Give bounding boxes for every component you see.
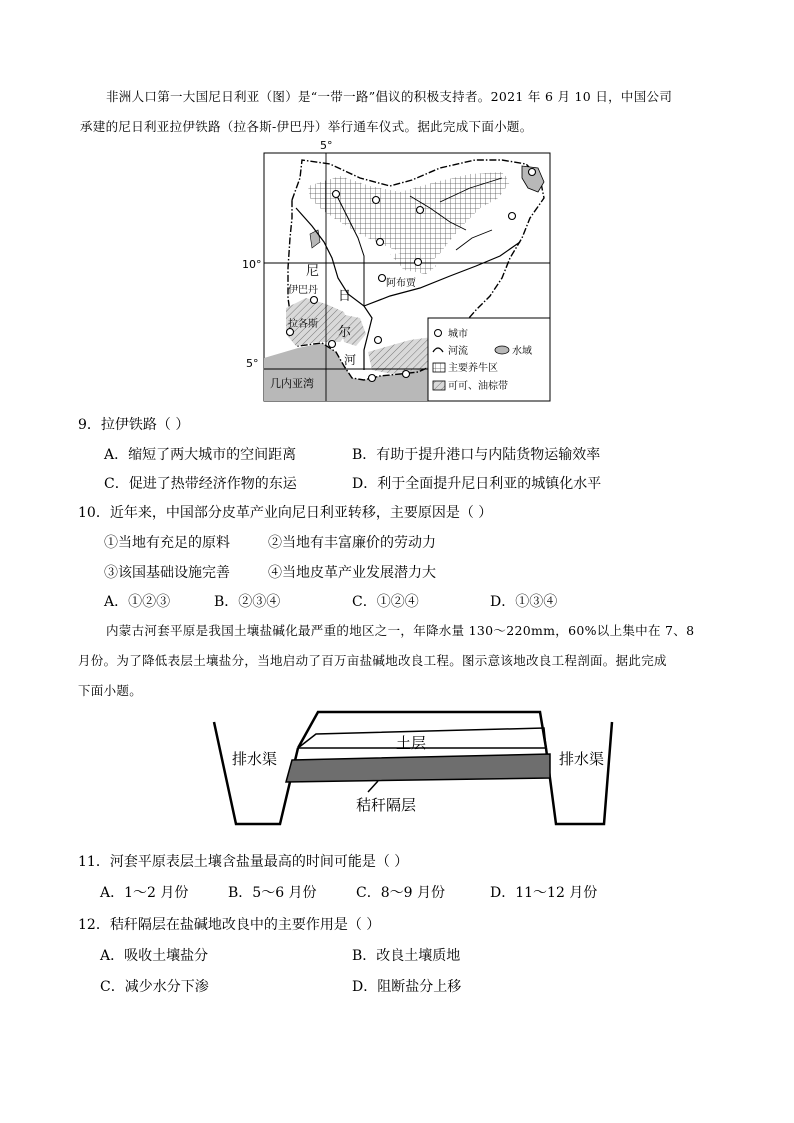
q10-option-b[interactable]: B．②③④: [214, 594, 281, 610]
gulf-label: 几内亚湾: [270, 377, 314, 390]
passage2-line3: 下面小题。: [78, 683, 143, 698]
q12-option-b[interactable]: B．改良土壤质地: [352, 948, 461, 964]
soil-improvement-diagram: [206, 708, 614, 830]
right-channel-label: 排水渠: [559, 750, 605, 768]
lon-5-label: 5°: [320, 139, 333, 152]
q9-option-c[interactable]: C．促进了热带经济作物的东运: [104, 476, 297, 492]
q10-statement-1: ①当地有充足的原料: [104, 535, 230, 551]
city-marker: [375, 337, 382, 344]
soil-label: 土层: [396, 734, 427, 752]
q10-stem: 10．近年来，中国部分皮革产业向尼日利亚转移，主要原因是（ ）: [78, 505, 493, 521]
svg-text:可可、油棕带: 可可、油棕带: [448, 381, 508, 392]
q10-statement-3: ③该国基础设施完善: [104, 565, 230, 581]
city-marker: [403, 371, 410, 378]
river-char: 河: [344, 353, 357, 367]
straw-pointer: [368, 781, 378, 792]
q11-option-d[interactable]: D．11～12 月份: [490, 885, 598, 901]
q12-option-d[interactable]: D．阻断盐分上移: [352, 979, 462, 995]
city-marker-abuja: [379, 275, 386, 282]
country-char-1: 尼: [306, 264, 320, 279]
map-legend: [428, 318, 550, 401]
left-channel-label: 排水渠: [232, 750, 278, 768]
country-char-2: 日: [338, 289, 352, 304]
svg-text:河流: 河流: [448, 346, 468, 357]
city-lagos-label: 拉各斯: [288, 319, 318, 330]
passage1-line2: 承建的尼日利亚拉伊铁路（拉各斯-伊巴丹）举行通车仪式。据此完成下面小题。: [80, 119, 533, 134]
q11-option-c[interactable]: C．8～9 月份: [356, 885, 445, 901]
q11-option-a[interactable]: A．1～2 月份: [100, 885, 189, 901]
q11-stem: 11．河套平原表层土壤含盐量最高的时间可能是（ ）: [78, 854, 409, 870]
q11-option-b[interactable]: B．5～6 月份: [228, 885, 317, 901]
svg-text:水域: 水域: [512, 346, 532, 357]
passage2-line1: 内蒙古河套平原是我国土壤盐碱化最严重的地区之一，年降水量 130～220mm，60%以上集中在 7、8: [106, 623, 695, 638]
passage2-line2: 月份。为了降低表层土壤盐分，当地启动了百万亩盐碱地改良工程。图示意该地改良工程剖面。据此完成: [78, 653, 667, 668]
q10-statement-2: ②当地有丰富廉价的劳动力: [268, 535, 436, 551]
country-char-3: 尔: [338, 325, 352, 340]
city-marker-ibadan: [311, 297, 318, 304]
city-marker: [369, 375, 376, 382]
right-drainage-channel: [546, 722, 612, 824]
q12-option-a[interactable]: A．吸收土壤盐分: [100, 948, 209, 964]
city-marker: [529, 169, 536, 176]
q9-option-a[interactable]: A．缩短了两大城市的空间距离: [104, 447, 297, 463]
city-abuja-label: 阿布贾: [386, 278, 416, 289]
q9-option-d[interactable]: D．利于全面提升尼日利亚的城镇化水平: [352, 476, 602, 492]
q10-statement-4: ④当地皮革产业发展潜力大: [268, 565, 436, 581]
city-ibadan-label: 伊巴丹: [288, 285, 318, 296]
q9-stem: 9．拉伊铁路（ ）: [78, 417, 190, 433]
passage1-line1: 非洲人口第一大国尼日利亚（图）是“一带一路”倡议的积极支持者。2021 年 6 月 10 日，中国公司: [106, 89, 673, 104]
lat-5-label: 5°: [246, 357, 259, 370]
lat-10-label: 10°: [242, 258, 262, 271]
q12-option-c[interactable]: C．减少水分下渗: [100, 979, 209, 995]
straw-label: 秸秆隔层: [356, 796, 417, 814]
q10-option-d[interactable]: D．①③④: [490, 594, 558, 610]
q10-option-a[interactable]: A．①②③: [104, 594, 171, 610]
city-marker: [415, 259, 422, 266]
city-marker: [329, 341, 336, 348]
city-marker: [417, 207, 424, 214]
city-marker: [333, 191, 340, 198]
q9-option-b[interactable]: B．有助于提升港口与内陆货物运输效率: [352, 447, 601, 463]
left-drainage-channel: [214, 722, 298, 824]
city-marker: [377, 239, 384, 246]
svg-text:主要养牛区: 主要养牛区: [448, 363, 498, 374]
q10-option-c[interactable]: C．①②④: [352, 594, 419, 610]
city-marker: [373, 197, 380, 204]
svg-text:城市: 城市: [448, 329, 468, 340]
city-marker: [509, 213, 516, 220]
nigeria-map: [240, 138, 552, 404]
q12-stem: 12．秸秆隔层在盐碱地改良中的主要作用是（ ）: [78, 917, 381, 933]
straw-layer: [286, 754, 550, 782]
